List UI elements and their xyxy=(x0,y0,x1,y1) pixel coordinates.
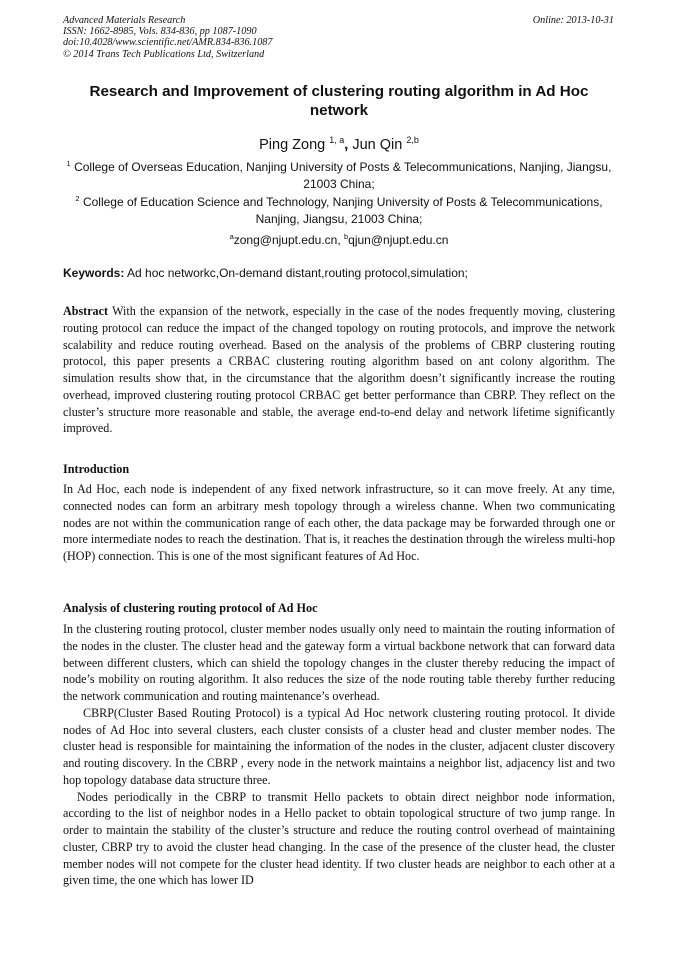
email-mark: a xyxy=(229,232,234,241)
affil-number: 1 xyxy=(66,159,71,168)
section-heading-analysis: Analysis of clustering routing protocol of Ad Hoc xyxy=(63,601,318,615)
author-affil-mark: 2,b xyxy=(406,135,419,145)
abstract-text: With the expansion of the network, especially in the case of the nodes frequently moving, clustering routing protocol can reduce the impact of the changed topology on routing protocols, and improve the network scalability and reduce routing overhead. Based on the analysis of the problems of CBRP clustering routing protocol, this paper presents a CRBAC clustering routing algorithm based on ant colony algorithm. The simulation results show that, in the circumstance that the algorithm doesn’t significantly increase the routing overhead, improved clustering routing protocol CRBAC get better performance than CBRP. They reflect on the cluster’s structure more reasonable and stable, the average end-to-end delay and network lifetime significantly improved. xyxy=(63,304,615,436)
author-line xyxy=(63,130,615,155)
copyright-line: © 2014 Trans Tech Publications Ltd, Switzerland xyxy=(63,48,265,60)
email-mark: b xyxy=(344,232,349,241)
author-name: Ping Zong xyxy=(259,137,326,153)
abstract-label: Abstract xyxy=(63,304,109,318)
section-heading-introduction: Introduction xyxy=(63,462,130,476)
author-separator: , xyxy=(344,137,349,153)
paragraph: Nodes periodically in the CBRP to transmit Hello packets to obtain direct neighbor node information, according to the list of neighbor nodes in a Hello packet to obtain topological structure of two jump range. In order to maintain the stability of the cluster’s structure and reduce the routing control overhead of maintaining cluster, CBRP try to avoid the cluster head changing. In the case of the presence of the cluster head, the cluster member nodes will not compete for the cluster head identity. If two cluster heads are neighbor to each other at a given time, the one which has lower ID xyxy=(63,789,615,888)
author-name: Jun Qin xyxy=(352,137,403,153)
analysis-section xyxy=(63,621,615,889)
online-date: Online: 2013-10-31 xyxy=(532,15,614,26)
paper-title: Research and Improvement of clustering routing algorithm in Ad Hoc network xyxy=(89,83,589,119)
paragraph: In the clustering routing protocol, cluster member nodes usually only need to maintain the routing information of the nodes in the cluster. The cluster head and the gateway form a virtual backbone network that can forward data between different clusters, which can shield the topology changes in the cluster thereby reducing the impact of node’s mobility on routing algorithm. It also reduces the size of the node routing table thereby further reducing the network communication and routing maintenance’s overhead. xyxy=(63,622,615,703)
keywords-label: Keywords: xyxy=(63,266,125,280)
affiliation-2 xyxy=(63,190,615,228)
email-address: qjun@njupt.edu.cn xyxy=(348,233,449,247)
paragraph: In Ad Hoc, each node is independent of any fixed network infrastructure, so it can move freely. At any time, connected nodes can form an arbitrary mesh topology through a wireless channe. When two communicating nodes are not within the communication range of each other, the data package may be forwarded through one or more intermediate nodes to reach the destination. That is, it reaches the destination through the wireless multi-hop (HOP) connection. This is one of the most significant features of Ad Hoc. xyxy=(63,482,615,563)
affil-number: 2 xyxy=(75,194,80,203)
journal-header xyxy=(63,15,272,60)
introduction-paragraph xyxy=(63,481,615,565)
keywords xyxy=(63,265,615,281)
keywords-text: Ad hoc networkc,On-demand distant,routing protocol,simulation; xyxy=(127,266,468,280)
affiliation-1 xyxy=(63,155,615,193)
paragraph: CBRP(Cluster Based Routing Protocol) is a typical Ad Hoc network clustering routing protocol. It divide nodes of Ad Hoc into several clusters, each cluster consists of a cluster head and cluster member nodes. The cluster head is responsible for maintaining the information of the nodes in the cluster, adjacent cluster discovery and routing discovery. In the CBRP , every node in the network maintains a neighbor list, adjacency list and two hop topology database data structure three. xyxy=(63,705,615,787)
email-address: zong@njupt.edu.cn, xyxy=(233,233,341,247)
abstract xyxy=(63,303,615,437)
affil-text: College of Education Science and Technology, Nanjing University of Posts & Telecommunications, Nanjing, Jiangsu, 21003 China; xyxy=(82,195,603,226)
affil-text: College of Overseas Education, Nanjing University of Posts & Telecommunications, Nanjing, Jiangsu, 21003 China; xyxy=(74,160,612,191)
doi-line: doi:10.4028/www.scientific.net/AMR.834-836.1087 xyxy=(63,37,273,49)
journal-name: Advanced Materials Research xyxy=(63,15,186,26)
email-line xyxy=(63,228,615,249)
issn-line: ISSN: 1662-8985, Vols. 834-836, pp 1087-1090 xyxy=(63,26,257,38)
author-affil-mark: 1, a xyxy=(329,135,345,145)
